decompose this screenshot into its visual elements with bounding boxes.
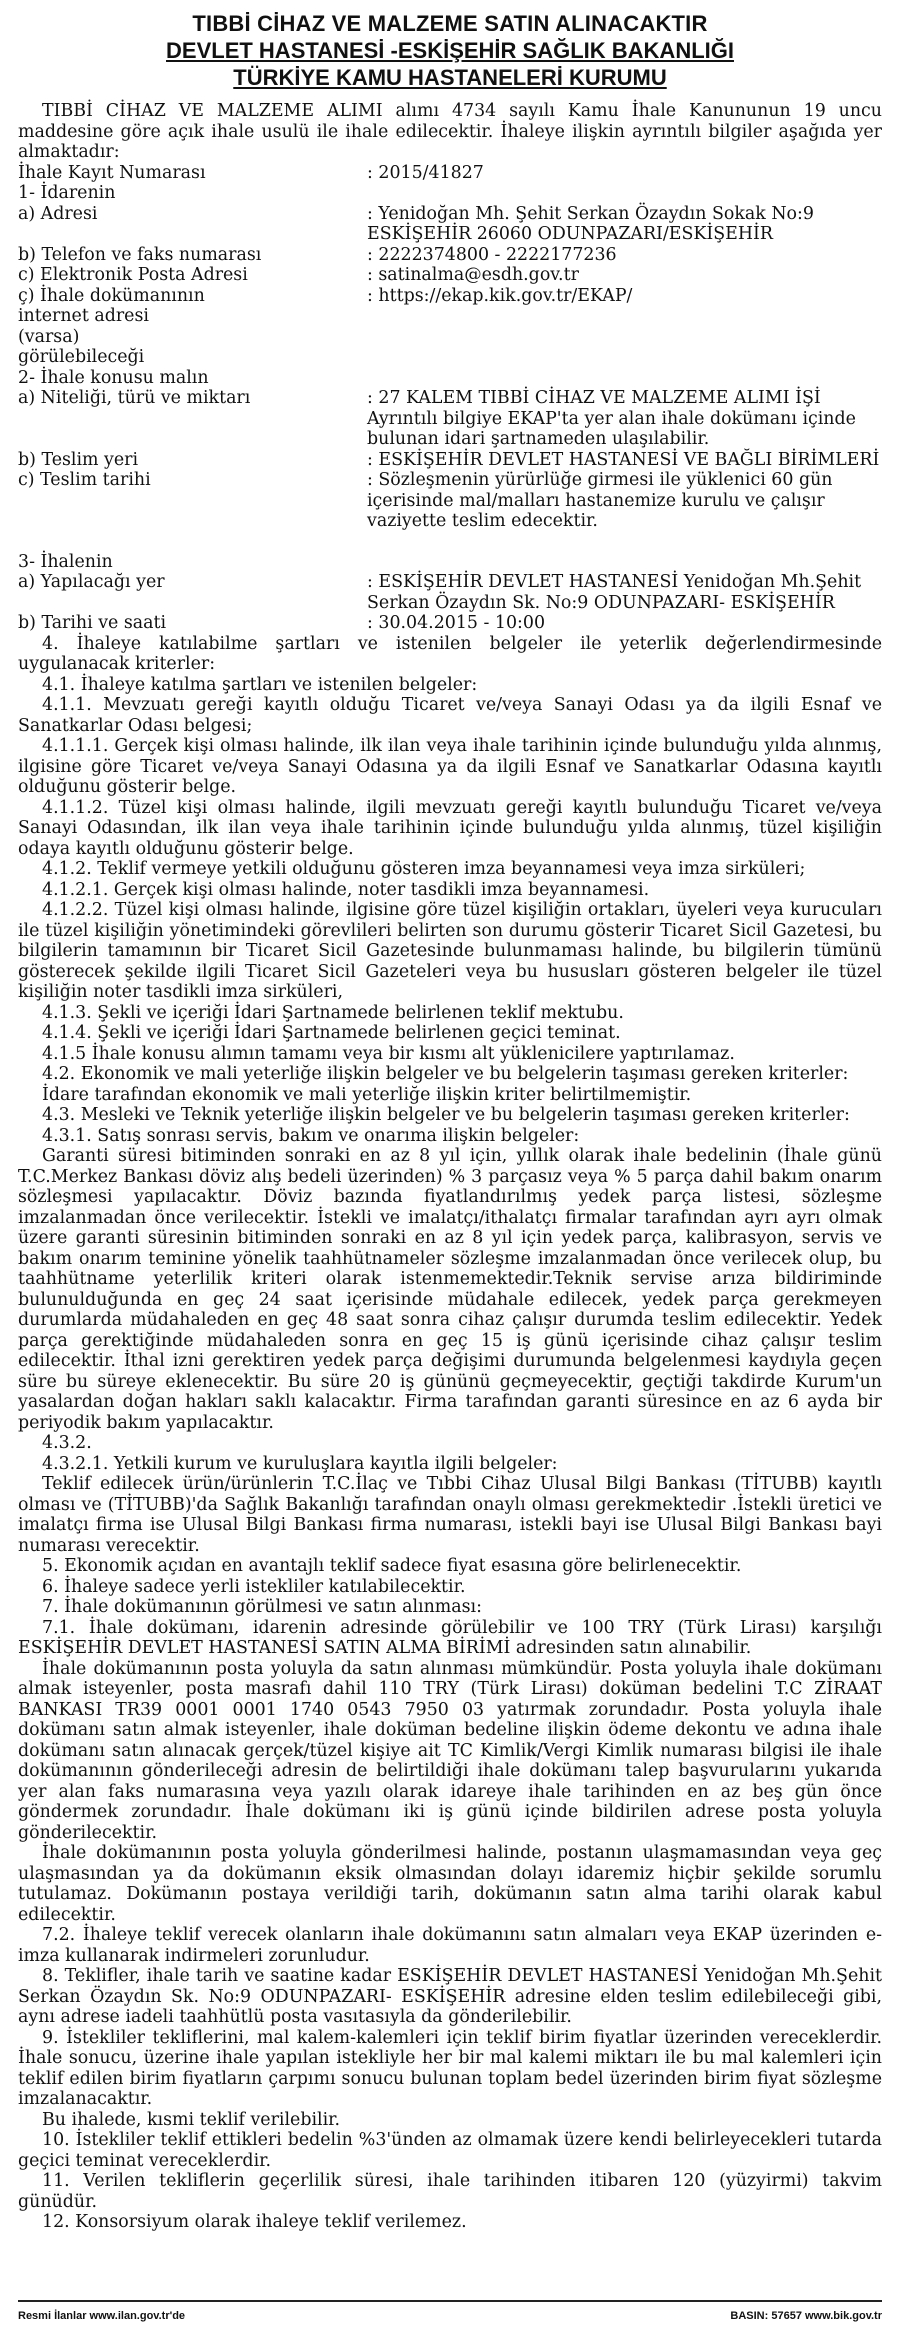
field-label: b) Teslim yeri (18, 449, 139, 470)
title-line-3: TÜRKİYE KAMU HASTANELERİ KURUMU (233, 65, 667, 90)
field-label: ç) İhale dokümanının internet adresi (varsa) görülebileceği (18, 285, 205, 367)
footer-right: BASIN: 57657 www.bik.gov.tr (730, 2310, 882, 2322)
announcement-body (18, 634, 882, 2233)
body-paragraph: 4.3.2. (42, 1433, 92, 1453)
body-paragraph: Teklif edilecek ürün/ürünlerin T.C.İlaç ve Tıbbi Cihaz Ulusal Bilgi Bankası (TİTUBB) kayıtlı olması ve (TİTUBB)'da Sağlık Bakanlığı tarafından onaylı olması gerekmektedir .İstekli üretici ve imalatçı firma ise Ulusal Bilgi Bankası firma numarası, istekli bayi ise Ulusal Bilgi Bankası bayi numarası verecektir. (18, 1474, 882, 1556)
body-paragraph: Bu ihalede, kısmi teklif verilebilir. (42, 2109, 341, 2130)
body-paragraph: Garanti süresi bitiminden sonraki en az 8 yıl için, yıllık olarak ihale bedelinin (İhale günü T.C.Merkez Bankası döviz alış bedeli üzerinden) % 3 parçasız veya % 5 parça dahil bakım onarım sözleşmesi yapılacaktır. Döviz bazında fiyatlandırılmış yedek parça listesi, sözleşme imzalanmadan önce verilecektir. İstekli ve imalatçı/ithalatçı firmalar tarafından ayrı ayrı olmak üzere garanti süresinin bitiminden sonraki en az 8 yıl için yedek parça, kalibrasyon, servis ve bakım onarım teminine yönelik taahhütnameler sözleşme imzalanmadan önce verilecek olup, bu taahhütname yeterlilik kriteri olarak istenmemektedir.Teknik servise arıza bildiriminde bulunulduğunda en geç 24 saat içerisinde müdahale edilecek, yedek parça gerekmeyen durumlarda müdahaleden en geç 48 saat sonra cihaz çalışır durumda teslim edilecektir. Yedek parça gerektiğinde müdahaleden sonra en geç 15 iş günü içerisinde cihaz çalışır teslim edilecektir. İthal izni gerektiren yedek parça değişimi durumunda belgelenmesi kaydıyla geçen süre bu süreye eklenecektir. Bu süre 20 iş gününü geçmeyecektir, geçtiği takdirde Kurum'un yasalardan doğan hakları saklı kalacaktır. Firma tarafından garanti süresince en az 6 ayda bir periyodik bakım yapılacaktır. (18, 1146, 882, 1433)
body-paragraph: 9. İstekliler tekliflerini, mal kalem-kalemleri için teklif birim fiyatlar üzerinden vereceklerdir. İhale sonucu, üzerine ihale yapılan istekliyle her bir mal kalemi miktarı ile bu mal kalemleri için teklif edilen birim fiyatların çarpımı sonucu bulunan toplam bedel üzerinden birim fiyat sözleşme imzalanacaktır. (18, 2027, 882, 2109)
body-paragraph: 12. Konsorsiyum olarak ihaleye teklif verilemez. (42, 2212, 467, 2232)
footer-left: Resmi İlanlar www.ilan.gov.tr'de (18, 2310, 186, 2322)
body-paragraph: 5. Ekonomik açıdan en avantajlı teklif sadece fiyat esasına göre belirlenecektir. (42, 1556, 742, 1576)
field-label: İhale Kayıt Numarası (18, 162, 206, 183)
field-yer (18, 572, 882, 613)
body-paragraph: 4.1.3. Şekli ve içeriği İdari Şartnamede belirlenen teklif mektubu. (42, 1002, 624, 1023)
body-paragraph: 4.1.4. Şekli ve içeriği İdari Şartnamede belirlenen geçici teminat. (42, 1023, 621, 1043)
field-label: b) Tarihi ve saati (18, 613, 167, 633)
field-label: a) Adresi (18, 203, 98, 224)
body-paragraph: 7.1. İhale dokümanı, idarenin adresinde görülebilir ve 100 TRY (Türk Lirası) karşılığı ESKİŞEHİR DEVLET HASTANESİ SATIN ALMA BİRİMİ adresinden satın alınabilir. (18, 1617, 882, 1658)
field-teslim-yeri (18, 450, 882, 471)
body-paragraph: 6. İhaleye sadece yerli istekliler katılabilecektir. (42, 1576, 466, 1597)
body-paragraph: 4.1. İhaleye katılma şartları ve istenilen belgeler: (42, 674, 478, 695)
body-paragraph: 4.1.2.2. Tüzel kişi olması halinde, ilgisine göre tüzel kişiliğin ortakları, üyeleri veya kurucuları ile tüzel kişiliğin yönetimindeki görevlileri belirten son durumu gösterir Ticaret Sicil Gazetesi, bu bilgilerin tamamının bir Ticaret Sicil Gazetesinde bulunmaması halinde, bu bilgilerin tümünü gösterecek şekilde ilgili Ticaret Sicil Gazeteleri veya bu hususları gösteren belgeler ile tüzel kişiliğin noter tasdikli imza sirküleri, (18, 900, 882, 1002)
announcement-header (18, 10, 882, 91)
field-nitelik (18, 388, 882, 450)
ihale-heading: 3- İhalenin (18, 551, 113, 572)
field-internet (18, 286, 882, 368)
field-label: a) Niteliği, türü ve miktarı (18, 388, 251, 408)
field-value: : 2222374800 - 2222177236 (367, 244, 617, 265)
body-paragraph: 7. İhale dokümanının görülmesi ve satın alınması: (42, 1597, 482, 1617)
body-paragraph: 4.1.5 İhale konusu alımın tamamı veya bir kısmı alt yüklenicilere yaptırılamaz. (42, 1043, 735, 1064)
field-value: : 27 KALEM TIBBİ CİHAZ VE MALZEME ALIMI İŞİ Ayrıntılı bilgiye EKAP'ta yer alan ihale dokümanı içinde bulunan idari şartnameden ulaşılabilir. (367, 388, 856, 449)
page-footer (18, 2300, 882, 2327)
body-paragraph: İhale dokümanının posta yoluyla da satın alınması mümkündür. Posta yoluyla ihale dokümanı almak isteyenler, posta masrafı dahil 110 TRY (Türk Lirası) doküman bedelini T.C ZİRAAT BANKASI TR39 0001 0001 1740 0543 7950 03 yatırmak zorundadır. Posta yoluyla ihale dokümanı satın almak isteyenler, ihale doküman bedeline ilişkin ödeme dekontu ve adına ihale dokümanı satın alınacak gerçek/tüzel kişiye ait TC Kimlik/Vergi Kimlik numarası bilgisi ile ihale dokümanının gönderileceği adresin de belirtildiği ihale dokümanı talep başvurularını yukarıda yer alan faks numarasına veya yazılı olarak idareye ihale tarihinden en az beş gün önce göndermek zorundadır. İhale dokümanı iki iş günü içinde bildirilen adrese posta yoluyla gönderilecektir. (18, 1658, 882, 1843)
body-paragraph: 8. Teklifler, ihale tarih ve saatine kadar ESKİŞEHİR DEVLET HASTANESİ Yenidoğan Mh.Şehit Serkan Özaydın Sk. No:9 ODUNPAZARI- ESKİŞEHİR adresine elden teslim edilebileceği gibi, aynı adrese iadeli taahhütlü posta vasıtasıyla da gönderilebilir. (18, 1966, 882, 2027)
body-paragraph: 4.3. Mesleki ve Teknik yeterliğe ilişkin belgeler ve bu belgelerin taşıması gereken kriterler: (42, 1105, 850, 1125)
body-paragraph: 4.2. Ekonomik ve mali yeterliğe ilişkin belgeler ve bu belgelerin taşıması gereken kriterler: (42, 1064, 849, 1084)
body-paragraph: 10. İstekliler teklif ettikleri bedelin %3'ünden az olmamak üzere kendi belirleyecekleri tutarda geçici teminat vereceklerdir. (18, 2130, 882, 2171)
field-label: a) Yapılacağı yer (18, 572, 165, 592)
konu-heading: 2- İhale konusu malın (18, 367, 209, 388)
field-value: : 2015/41827 (367, 162, 484, 183)
field-telefon (18, 245, 882, 266)
body-paragraph: 4. İhaleye katılabilme şartları ve istenilen belgeler ile yeterlik değerlendirmesinde uygulanacak kriterler: (18, 633, 882, 674)
field-value: : ESKİŞEHİR DEVLET HASTANESİ Yenidoğan Mh.Şehit Serkan Özaydın Sk. No:9 ODUNPAZARI- ESKİŞEHİR (367, 572, 862, 613)
field-kayit (18, 163, 882, 184)
body-paragraph: 4.1.1.2. Tüzel kişi olması halinde, ilgili mevzuatı gereği kayıtlı bulunduğu Ticaret ve/veya Sanayi Odasından, ilk ilan veya ihale tarihinin içinde bulunduğu yılda alınmış, tüzel kişiliğin odaya kayıtlı olduğunu gösterir belge. (18, 797, 882, 859)
body-paragraph: 4.1.1.1. Gerçek kişi olması halinde, ilk ilan veya ihale tarihinin içinde bulunduğu yılda alınmış, ilgisine göre Ticaret ve/veya Sanayi Odasına ya da ilgili Esnaf ve Sanatkarlar Odasına kayıtlı olduğunu gösterir belge. (18, 736, 882, 797)
body-paragraph: 4.1.2. Teklif vermeye yetkili olduğunu gösteren imza beyannamesi veya imza sirküleri; (42, 859, 806, 879)
field-tarih-saat (18, 613, 882, 634)
intro-paragraph: TIBBİ CİHAZ VE MALZEME ALIMI alımı 4734 sayılı Kamu İhale Kanununun 19 uncu maddesine göre açık ihale usulü ile ihale edilecektir. İhaleye ilişkin ayrıntılı bilgiler aşağıda yer almaktadır: (18, 101, 882, 162)
field-adres (18, 204, 882, 245)
title-line-2: DEVLET HASTANESİ -ESKİŞEHİR SAĞLIK BAKANLIĞI (166, 38, 734, 63)
body-paragraph: 4.1.1. Mevzuatı gereği kayıtlı olduğu Ticaret ve/veya Sanayi Odası ya da ilgili Esnaf ve Sanatkarlar Odası belgesi; (18, 695, 882, 736)
field-teslim-tarihi (18, 470, 882, 532)
field-value: : Sözleşmenin yürürlüğe girmesi ile yüklenici 60 gün içerisinde mal/malları hastanemize kurulu ve çalışır vaziyette teslim edecektir. (367, 470, 833, 531)
body-paragraph: 4.3.2.1. Yetkili kurum ve kuruluşlara kayıtla ilgili belgeler: (42, 1453, 558, 1474)
field-eposta (18, 265, 882, 286)
body-paragraph: 4.1.2.1. Gerçek kişi olması halinde, noter tasdikli imza beyannamesi. (42, 879, 650, 900)
field-value: : ESKİŞEHİR DEVLET HASTANESİ VE BAĞLI BİRİMLERİ (367, 449, 880, 470)
field-value: : https://ekap.kik.gov.tr/EKAP/ (367, 285, 633, 306)
field-value: : satinalma@esdh.gov.tr (367, 265, 579, 285)
field-value: : 30.04.2015 - 10:00 (367, 613, 546, 633)
body-paragraph: 11. Verilen tekliflerin geçerlilik süresi, ihale tarihinden itibaren 120 (yüzyirmi) takvim günüdür. (18, 2171, 882, 2212)
body-paragraph: 4.3.1. Satış sonrası servis, bakım ve onarıma ilişkin belgeler: (42, 1125, 580, 1146)
body-paragraph: İdare tarafından ekonomik ve mali yeterliğe ilişkin kriter belirtilmemiştir. (42, 1084, 692, 1105)
field-value: : Yenidoğan Mh. Şehit Serkan Özaydın Sokak No:9 ESKİŞEHİR 26060 ODUNPAZARI/ESKİŞEHİR (367, 203, 814, 244)
field-label: c) Elektronik Posta Adresi (18, 265, 248, 285)
title-line-1: TIBBİ CİHAZ VE MALZEME SATIN ALINACAKTIR (192, 11, 708, 36)
field-label: b) Telefon ve faks numarası (18, 244, 262, 265)
idare-heading: 1- İdarenin (18, 183, 116, 203)
body-paragraph: 7.2. İhaleye teklif verecek olanların ihale dokümanını satın almaları veya EKAP üzerinden e-imza kullanarak indirmeleri zorunludur. (18, 1925, 882, 1966)
body-paragraph: İhale dokümanının posta yoluyla gönderilmesi halinde, postanın ulaşmamasından veya geç ulaşmasından ya da dokümanın eksik olmasından dolayı idaremiz hiçbir şekilde sorumlu tutulamaz. Dokümanın postaya verildiği tarih, dokümanın satın alma tarihi olarak kabul edilecektir. (18, 1843, 882, 1925)
field-label: c) Teslim tarihi (18, 470, 151, 490)
